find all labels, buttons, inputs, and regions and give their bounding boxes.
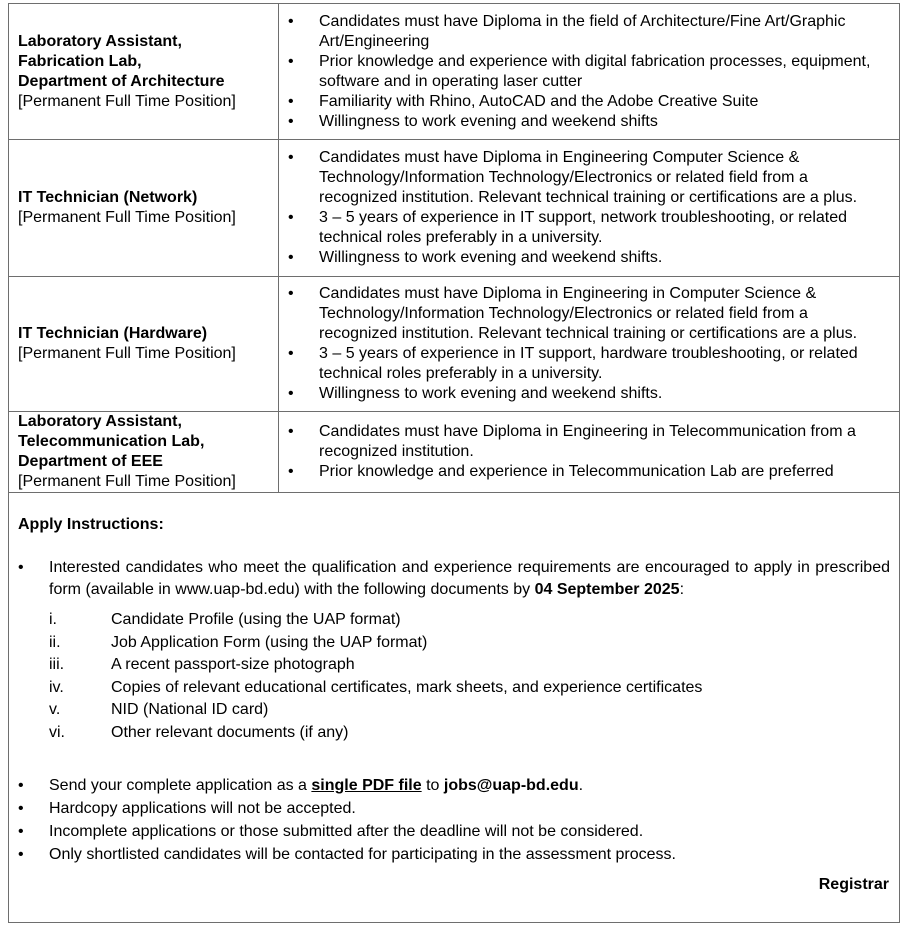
requirement-item: • Willingness to work evening and weekend shifts [279, 112, 889, 132]
document-text: Other relevant documents (if any) [111, 723, 349, 741]
position-title: IT Technician (Network) [18, 189, 198, 206]
pdf-format: single PDF file [311, 777, 422, 794]
position-title: IT Technician (Hardware) [18, 325, 208, 342]
note-item: • Only shortlisted candidates will be contacted for participating in the assessment process. [18, 843, 890, 866]
job-circular [8, 3, 900, 923]
requirement-item: • Willingness to work evening and weekend shifts. [279, 384, 889, 404]
document-item [49, 654, 702, 677]
requirement-item: • Candidates must have Diploma in Engineering in Telecommunication from a recognized institution. [279, 422, 889, 462]
note-item: • Incomplete applications or those submitted after the deadline will not be considered. [18, 820, 890, 843]
position-cell [9, 412, 279, 493]
apply-heading: Apply Instructions: [18, 516, 164, 533]
position-cell [9, 4, 279, 140]
document-text: A recent passport-size photograph [111, 656, 355, 674]
requirement-item: • Candidates must have Diploma in Engineering in Computer Science & Technology/Information Technology/Electronics or related field from a recognized institution. Relevant technical training or certifications are a plus. [279, 284, 889, 344]
requirements-cell [279, 412, 900, 493]
position-cell [9, 140, 279, 277]
position-type: [Permanent Full Time Position] [18, 92, 236, 110]
requirement-item: • Candidates must have Diploma in the field of Architecture/Fine Art/Graphic Art/Engineering [279, 12, 889, 52]
position-type: [Permanent Full Time Position] [18, 473, 236, 490]
intro-paragraph [18, 557, 890, 601]
apply-instructions-section [8, 493, 900, 923]
position-title: Telecommunication Lab, [18, 433, 205, 450]
position-row [9, 140, 900, 277]
position-title: Laboratory Assistant, [18, 413, 182, 430]
document-number: vi. [49, 723, 65, 741]
document-number: v. [49, 701, 61, 719]
documents-list [49, 609, 702, 745]
position-row [9, 4, 900, 140]
requirements-cell [279, 140, 900, 277]
document-text: Job Application Form (using the UAP format) [111, 633, 428, 651]
intro-text: Interested candidates who meet the qualification and experience requirements are encouraged to apply in prescribed form (available in www.uap-bd.edu) with the following documents by [49, 559, 890, 598]
position-title: Fabrication Lab, [18, 52, 142, 70]
requirements-list [279, 284, 889, 404]
positions-table [8, 3, 900, 493]
position-cell [9, 277, 279, 412]
note-item: • Hardcopy applications will not be accepted. [18, 797, 890, 820]
document-number: i. [49, 611, 57, 628]
notes-list [18, 774, 890, 866]
position-title: Laboratory Assistant, [18, 32, 182, 50]
deadline: 04 September 2025 [534, 581, 680, 598]
document-item [49, 609, 702, 632]
document-text: Copies of relevant educational certificates, mark sheets, and experience certificates [111, 678, 703, 696]
requirements-list [279, 12, 889, 132]
requirement-item: • 3 – 5 years of experience in IT support, hardware troubleshooting, or related technical roles preferably in a university. [279, 344, 889, 384]
document-number: iv. [49, 678, 64, 696]
document-item [49, 722, 702, 745]
document-text: Candidate Profile (using the UAP format) [111, 611, 401, 628]
document-number: ii. [49, 633, 61, 651]
intro-end: : [679, 581, 685, 598]
requirement-item: • Familiarity with Rhino, AutoCAD and the Adobe Creative Suite [279, 92, 889, 112]
email-link[interactable]: jobs@uap-bd.edu [443, 777, 579, 794]
document-item [49, 632, 702, 655]
document-item [49, 699, 702, 722]
position-row [9, 412, 900, 493]
requirements-list [279, 422, 889, 482]
position-title: Department of EEE [18, 453, 163, 470]
requirements-cell [279, 4, 900, 140]
send-instruction: • Send your complete application as a single PDF file to jobs@uap-bd.edu. [18, 774, 890, 797]
document-item [49, 677, 702, 700]
requirements-list [279, 148, 889, 268]
requirement-item: • Prior knowledge and experience in Telecommunication Lab are preferred [279, 462, 889, 482]
requirement-item: • Willingness to work evening and weekend shifts. [279, 248, 889, 268]
bullet: • [18, 559, 24, 576]
requirement-item: • Candidates must have Diploma in Engineering Computer Science & Technology/Information Technology/Electronics or related field from a recognized institution. Relevant technical training or certifications are a plus. [279, 148, 889, 208]
signature: Registrar [818, 876, 889, 893]
position-row [9, 277, 900, 412]
document-number: iii. [49, 656, 65, 674]
position-type: [Permanent Full Time Position] [18, 209, 236, 226]
document-text: NID (National ID card) [111, 701, 269, 719]
position-title: Department of Architecture [18, 72, 225, 90]
requirement-item: • Prior knowledge and experience with digital fabrication processes, equipment, software and in operating laser cutter [279, 52, 889, 92]
position-type: [Permanent Full Time Position] [18, 345, 236, 362]
requirements-cell [279, 277, 900, 412]
requirement-item: • 3 – 5 years of experience in IT support, network troubleshooting, or related technical roles preferably in a university. [279, 208, 889, 248]
